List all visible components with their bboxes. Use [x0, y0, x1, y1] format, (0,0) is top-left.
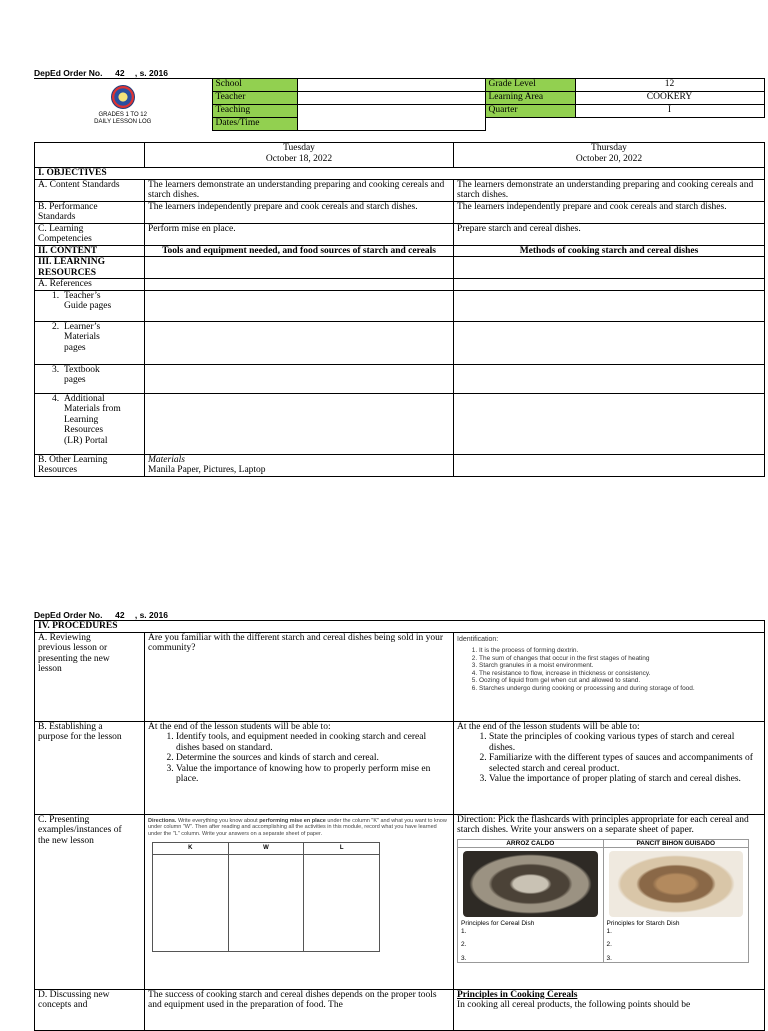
performance-standards-label: B. Performance Standards — [35, 201, 145, 223]
purpose-day2: At the end of the lesson students will be able to: 1. State the principles of cooking various types of starch and cereal dishes. 2. Familiarize with the different types of sauces and accompaniments of selected starch and cereal product. 3. Value the importance of proper plating of starch and cereal dishes. — [454, 721, 765, 814]
kwl-k-header: K — [153, 843, 229, 855]
logo-cell: GRADES 1 TO 12 DAILY LESSON LOG — [34, 79, 212, 131]
kwl-chart — [152, 842, 380, 952]
grade-level-value: 12 — [575, 79, 764, 92]
grade-level-label: Grade Level — [485, 79, 575, 92]
order-number: 42 — [105, 68, 135, 79]
references-label: A. References — [35, 279, 145, 291]
deped-order-header: DepEd Order No. 42 , s. 2016 — [34, 68, 168, 78]
ref-additional-materials: 4. Additional Materials from Learning Resources (LR) Portal — [35, 393, 145, 454]
pancit-bihon-image — [609, 851, 744, 917]
teacher-label: Teacher — [212, 92, 297, 105]
order-number-2: 42 — [105, 610, 135, 621]
content-standards-day2: The learners demonstrate an understanding preparing and cooking cereals and starch dishes. — [454, 179, 765, 201]
establishing-purpose-label: B. Establishing a purpose for the lesson — [35, 721, 145, 814]
learning-area-label: Learning Area — [485, 92, 575, 105]
learning-competencies-day1: Perform mise en place. — [145, 223, 454, 245]
teacher-value — [297, 92, 485, 105]
learning-competencies-day2: Prepare starch and cereal dishes. — [454, 223, 765, 245]
content-heading: II. CONTENT — [35, 245, 145, 257]
dll-header-table — [34, 78, 765, 131]
quarter-label: Quarter — [485, 105, 575, 118]
teaching-label: Teaching — [212, 105, 297, 118]
deped-order-header-2: DepEd Order No. 42 , s. 2016 — [34, 610, 168, 620]
flashcard-table — [457, 839, 749, 964]
kwl-activity: Directions. Write everything you know about performing mise en place under the column "K" and what you want to know under column "W". Then after reading and accomplishing all the activities in this module, record what you have learned under the "L" column. Write your answers on a separate sheet of paper. K W L — [145, 814, 454, 989]
teaching-value — [297, 105, 485, 131]
content-day1: Tools and equipment needed, and food sources of starch and cereals — [145, 245, 454, 257]
day2-header: Thursday October 20, 2022 — [454, 143, 765, 168]
dish2-title: PANCIT BIHON GUISADO — [603, 839, 749, 848]
content-standards-label: A. Content Standards — [35, 179, 145, 201]
school-label: School — [212, 79, 297, 92]
deped-seal-icon — [111, 85, 135, 109]
performance-standards-day1: The learners independently prepare and cook cereals and starch dishes. — [145, 201, 454, 223]
reviewing-day1: Are you familiar with the different starch and cereal dishes being sold in your community? — [145, 632, 454, 721]
learning-area-value: COOKERY — [575, 92, 764, 105]
school-value — [297, 79, 485, 92]
purpose-day1: At the end of the lesson students will be able to: 1. Identify tools, and equipment needed in cooking starch and cereal dishes based on standard. 2. Determine the sources and kinds of starch and cereal. 3. Value the importance of knowing how to properly perform mise en place. — [145, 721, 454, 814]
arroz-caldo-image — [463, 851, 598, 917]
procedures-heading: IV. PROCEDURES — [35, 621, 765, 633]
flashcard-activity: Direction: Pick the flashcards with principles appropriate for each cereal and starch dishes. Write your answers on a separate sheet of paper. ARROZ CALDO PANCIT BIHON GUISADO Principles for Cereal Dish 1. 2. 3. Principles for Starch Dish 1. 2. 3. — [454, 814, 765, 989]
kwl-w-header: W — [228, 843, 304, 855]
quarter-value: I — [575, 105, 764, 118]
ref-learners-materials: 2. Learner’s Materials pages — [35, 321, 145, 364]
dish2-cell: Principles for Starch Dish 1. 2. 3. — [603, 848, 749, 963]
day1-header: Tuesday October 18, 2022 — [145, 143, 454, 168]
discussing-day2: Principles in Cooking Cereals In cooking all cereal products, the following points should be — [454, 989, 765, 1030]
other-resources-label: B. Other Learning Resources — [35, 454, 145, 476]
ref-teachers-guide: 1. Teacher’s Guide pages — [35, 290, 145, 321]
lesson-table — [34, 142, 765, 477]
content-day2: Methods of cooking starch and cereal dishes — [454, 245, 765, 257]
discussing-concepts-label: D. Discussing new concepts and — [35, 989, 145, 1030]
reviewing-label: A. Reviewing previous lesson or presenting the new lesson — [35, 632, 145, 721]
dish1-cell: Principles for Cereal Dish 1. 2. 3. — [458, 848, 604, 963]
learning-competencies-label: C. Learning Competencies — [35, 223, 145, 245]
objectives-heading: I. OBJECTIVES — [35, 168, 765, 180]
presenting-examples-label: C. Presenting examples/instances of the new lesson — [35, 814, 145, 989]
identification-activity: Identification: 1. It is the process of forming dextrin. 2. The sum of changes that occur in the first stages of heating 3. Starch granules in a moist environment. 4. The resistance to flow, increase in thickness or consistency. 5. Oozing of liquid from gel when cut and allowed to stand. 6. Starches undergo during cooking or processing and during storage of food. — [454, 632, 765, 721]
dates-label: Dates/Time — [212, 118, 297, 131]
procedures-table — [34, 620, 765, 1031]
performance-standards-day2: The learners independently prepare and cook cereals and starch dishes. — [454, 201, 765, 223]
other-resources-day1: Materials Manila Paper, Pictures, Laptop — [145, 454, 454, 476]
kwl-l-header: L — [304, 843, 380, 855]
dish1-title: ARROZ CALDO — [458, 839, 604, 848]
discussing-day1: The success of cooking starch and cereal dishes depends on the proper tools and equipment used in the preparation of food. The — [145, 989, 454, 1030]
content-standards-day1: The learners demonstrate an understanding preparing and cooking cereals and starch dishes. — [145, 179, 454, 201]
learning-resources-heading: III. LEARNING RESOURCES — [35, 257, 145, 279]
ref-textbook: 3. Textbook pages — [35, 364, 145, 393]
